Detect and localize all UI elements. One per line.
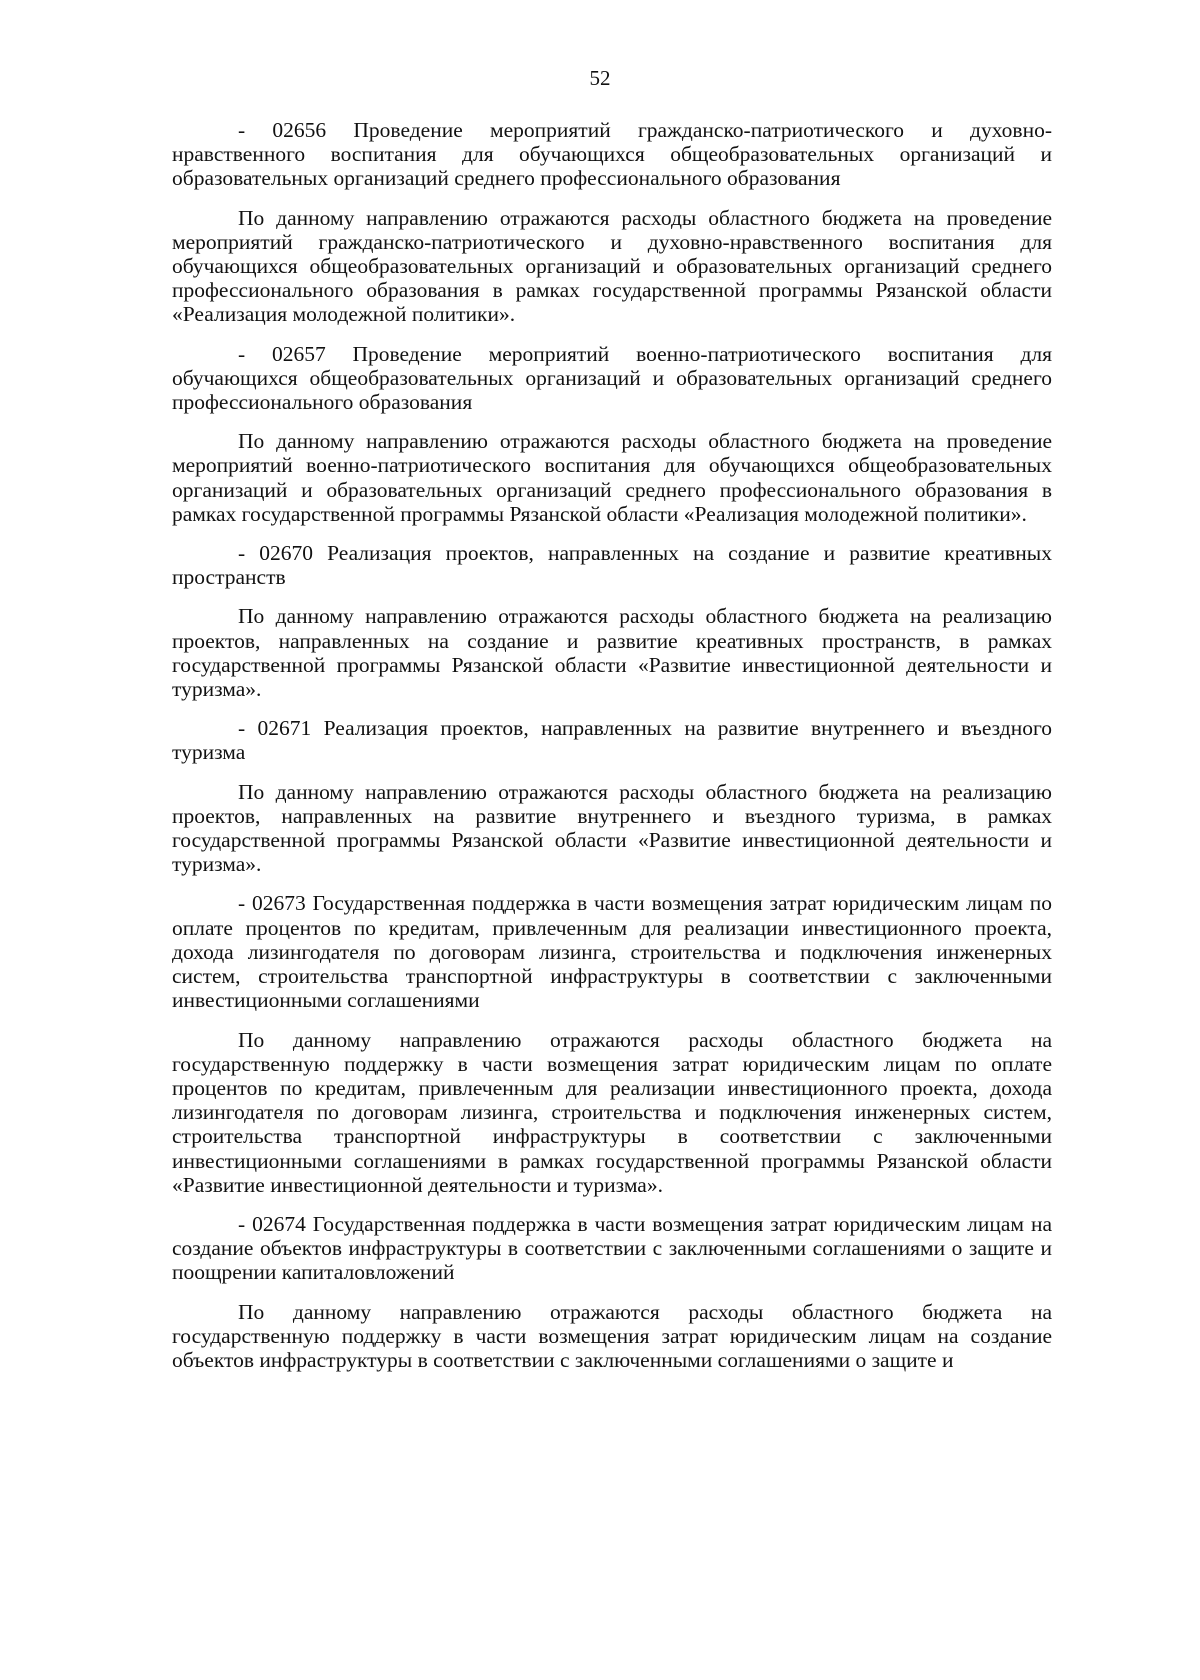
budget-item-02657-description: По данному направлению отражаются расходы областного бюджета на проведение мероприятий военно-патриотического воспитания для обучающихся общеобразовательных организаций и образовательных организаций среднего профессионального образования в рамках государственной программы Рязанской области «Реализация молодежной политики». [172,429,1052,526]
budget-item-02674-description: По данному направлению отражаются расходы областного бюджета на государственную поддержку в части возмещения затрат юридическим лицам на создание объектов инфраструктуры в соответствии с заключенными соглашениями о защите и [172,1299,1052,1372]
page-number: 52 [589,66,611,90]
budget-item-02656: - 02656 Проведение мероприятий гражданско-патриотического и духовно-нравственного воспитания для обучающихся общеобразовательных организаций и образовательных организаций среднего профессионального образования [172,118,1052,191]
budget-item-02670-description: По данному направлению отражаются расходы областного бюджета на реализацию проектов, направленных на создание и развитие креативных пространств, в рамках государственной программы Рязанской области «Развитие инвестиционной деятельности и туризма». [172,604,1052,702]
budget-item-02671-description: По данному направлению отражаются расходы областного бюджета на реализацию проектов, направленных на развитие внутреннего и въездного туризма, в рамках государственной программы Рязанской области «Развитие инвестиционной деятельности и туризма». [172,779,1052,877]
document-body [172,118,1052,1372]
budget-item-02673: - 02673 Государственная поддержка в части возмещения затрат юридическим лицам по оплате процентов по кредитам, привлеченным для реализации инвестиционного проекта, дохода лизингодателя по договорам лизинга, строительства и подключения инженерных систем, строительства транспортной инфраструктуры в соответствии с заключенными инвестиционными соглашениями [172,891,1052,1013]
budget-item-02671: - 02671 Реализация проектов, направленных на развитие внутреннего и въездного туризма [172,716,1052,765]
budget-item-02670: - 02670 Реализация проектов, направленных на создание и развитие креативных пространств [172,541,1052,590]
budget-item-02673-description: По данному направлению отражаются расходы областного бюджета на государственную поддержку в части возмещения затрат юридическим лицам по оплате процентов по кредитам, привлеченным для реализации инвестиционного проекта, дохода лизингодателя по договорам лизинга, строительства и подключения инженерных систем, строительства транспортной инфраструктуры в соответствии с заключенными инвестиционными соглашениями в рамках государственной программы Рязанской области «Развитие инвестиционной деятельности и туризма». [172,1027,1052,1197]
budget-item-02674: - 02674 Государственная поддержка в части возмещения затрат юридическим лицам на создание объектов инфраструктуры в соответствии с заключенными соглашениями о защите и поощрении капиталовложений [172,1211,1052,1285]
budget-item-02657: - 02657 Проведение мероприятий военно-патриотического воспитания для обучающихся общеобразовательных организаций и образовательных организаций среднего профессионального образования [172,341,1052,415]
budget-item-02656-description: По данному направлению отражаются расходы областного бюджета на проведение мероприятий гражданско-патриотического и духовно-нравственного воспитания для обучающихся общеобразовательных организаций и образовательных организаций среднего профессионального образования в рамках государственной программы Рязанской области «Реализация молодежной политики». [172,205,1052,327]
